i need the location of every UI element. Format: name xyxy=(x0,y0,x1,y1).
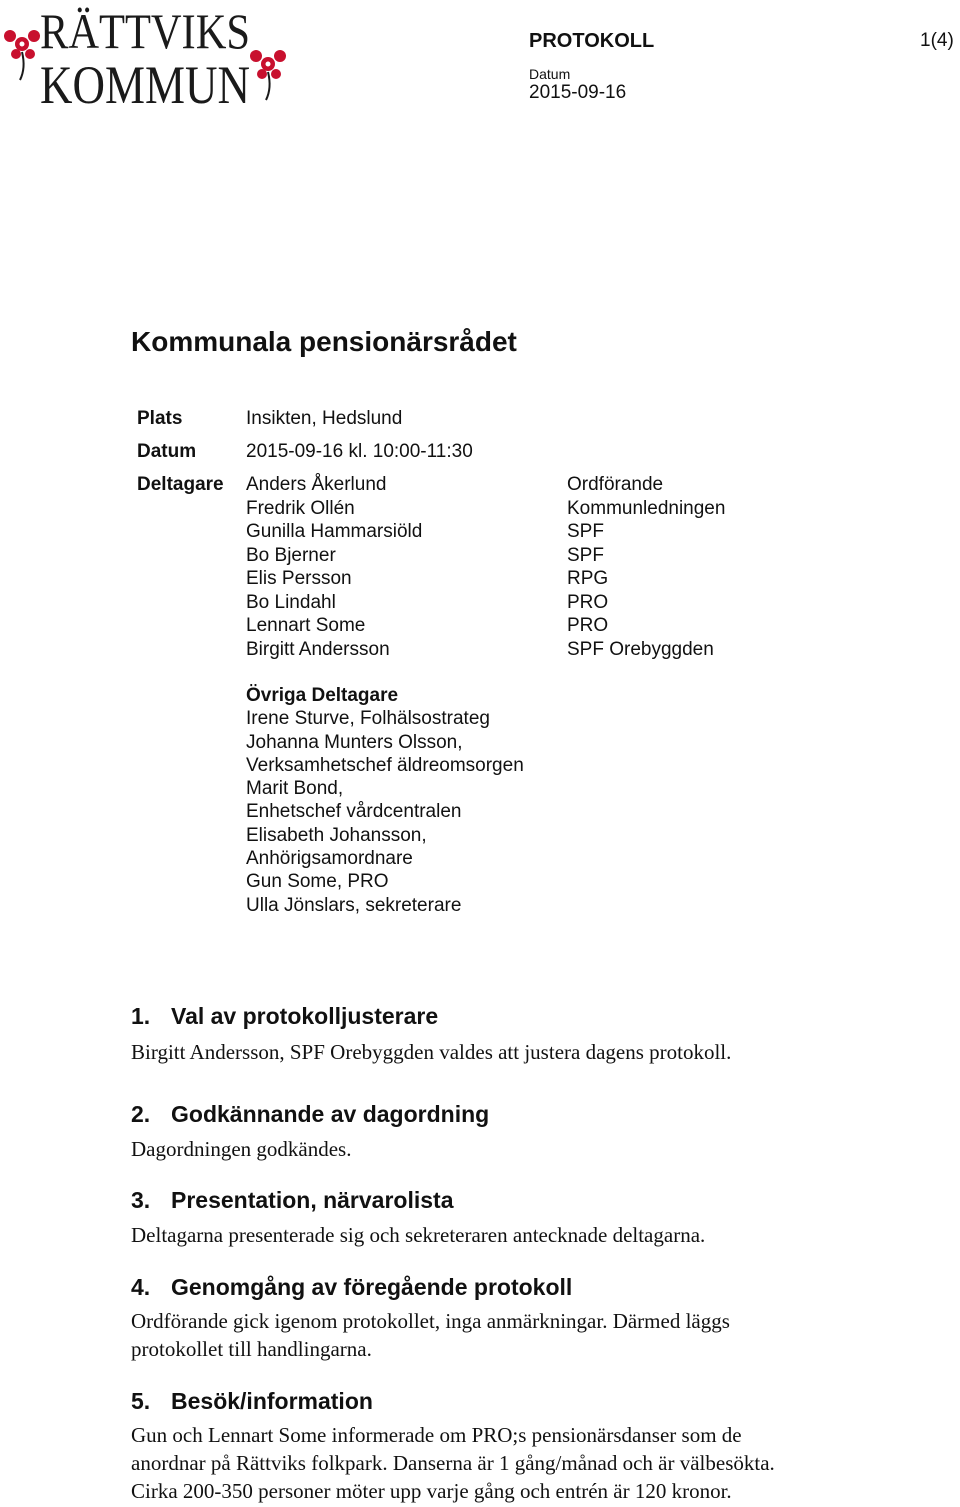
other-participant-line: Verksamhetschef äldreomsorgen xyxy=(246,754,524,776)
section-number: 1. xyxy=(131,1003,151,1029)
other-participant-line: Johanna Munters Olsson, xyxy=(246,731,463,753)
section-body-line: protokollet till handlingarna. xyxy=(131,1337,372,1361)
header-date-label: Datum xyxy=(529,66,571,82)
section-heading xyxy=(131,1388,373,1415)
section-heading xyxy=(131,1187,454,1214)
section-number: 2. xyxy=(131,1101,151,1127)
section-title: Besök/information xyxy=(171,1388,373,1414)
section-body xyxy=(131,1421,921,1505)
participant-row xyxy=(246,473,806,497)
section-title: Val av protokolljusterare xyxy=(171,1003,439,1029)
other-participant-line: Ulla Jönslars, sekreterare xyxy=(246,894,462,916)
participant-name: Elis Persson xyxy=(246,568,352,589)
participant-role: SPF xyxy=(567,521,604,542)
participant-row xyxy=(246,497,806,521)
section-heading xyxy=(131,1003,438,1030)
header-date-value: 2015-09-16 xyxy=(529,82,627,103)
section-title: Presentation, närvarolista xyxy=(171,1187,454,1213)
section-body-line: Dagordningen godkändes. xyxy=(131,1137,352,1161)
participant-name: Bo Bjerner xyxy=(246,544,336,566)
other-participant-line: Marit Bond, xyxy=(246,778,344,800)
section-heading xyxy=(131,1274,572,1301)
other-participant-line: Gun Some, PRO xyxy=(246,871,389,893)
participant-name: Fredrik Ollén xyxy=(246,497,355,519)
flower-icon-right xyxy=(250,50,286,100)
participant-role: SPF xyxy=(567,544,604,566)
other-participants-heading: Övriga Deltagare xyxy=(246,685,399,706)
other-participant-line: Anhörigsamordnare xyxy=(246,848,413,870)
participant-row xyxy=(246,567,806,591)
place-label: Plats xyxy=(137,408,183,429)
logo-text-line1: RÄTTVIKS xyxy=(40,3,250,59)
participant-row xyxy=(246,520,806,544)
date-label: Datum xyxy=(137,441,197,462)
participant-row xyxy=(246,614,806,638)
participant-name: Birgitt Andersson xyxy=(246,638,390,660)
section-body xyxy=(131,1038,921,1066)
participant-role: PRO xyxy=(567,615,609,636)
participants-list xyxy=(246,473,806,661)
participant-name: Anders Åkerlund xyxy=(246,474,387,495)
participant-row xyxy=(246,638,806,662)
section-number: 5. xyxy=(131,1388,151,1414)
rattviks-kommun-logo xyxy=(0,0,290,112)
participant-role: Kommunledningen xyxy=(567,497,726,519)
section-body-line: Ordförande gick igenom protokollet, inga anmärkningar. Därmed läggs xyxy=(131,1309,730,1333)
section-body xyxy=(131,1307,921,1363)
section-body-line: Birgitt Andersson, SPF Orebyggden valdes att justera dagens protokoll. xyxy=(131,1040,732,1064)
participant-name: Bo Lindahl xyxy=(246,591,336,613)
section-body xyxy=(131,1135,921,1163)
section-body-line: anordnar på Rättviks folkpark. Danserna är 1 gång/månad och är välbesökta. xyxy=(131,1451,775,1475)
flower-icon-left xyxy=(4,30,40,80)
other-participant-line: Enhetschef vårdcentralen xyxy=(246,801,462,823)
participant-role: SPF Orebyggden xyxy=(567,638,714,660)
participant-name: Lennart Some xyxy=(246,615,366,636)
section-title: Godkännande av dagordning xyxy=(171,1101,490,1127)
participant-role: PRO xyxy=(567,591,609,613)
date-value: 2015-09-16 kl. 10:00-11:30 xyxy=(246,441,473,462)
page-number: 1(4) xyxy=(920,30,954,51)
other-participants xyxy=(246,684,524,917)
other-participant-line: Elisabeth Johansson, xyxy=(246,824,427,846)
section-body xyxy=(131,1221,921,1249)
participant-row xyxy=(246,591,806,615)
section-title: Genomgång av föregående protokoll xyxy=(171,1274,573,1300)
place-value: Insikten, Hedslund xyxy=(246,408,403,429)
participant-row xyxy=(246,544,806,568)
participant-role: RPG xyxy=(567,568,609,589)
participant-name: Gunilla Hammarsiöld xyxy=(246,521,423,542)
other-participant-line: Irene Sturve, Folhälsostrateg xyxy=(246,708,490,730)
section-body-line: Cirka 200-350 personer möter upp varje gång och entrén är 120 kronor. xyxy=(131,1479,732,1503)
document-type: PROTOKOLL xyxy=(529,30,655,52)
section-number: 4. xyxy=(131,1274,151,1300)
participants-label: Deltagare xyxy=(137,474,224,495)
logo-text-line2: KOMMUN xyxy=(40,55,250,112)
section-body-line: Gun och Lennart Some informerade om PRO;s pensionärsdanser som de xyxy=(131,1423,742,1447)
section-number: 3. xyxy=(131,1187,151,1213)
section-heading xyxy=(131,1101,489,1128)
page-title: Kommunala pensionärsrådet xyxy=(131,326,517,357)
section-body-line: Deltagarna presenterade sig och sekreteraren antecknade deltagarna. xyxy=(131,1223,706,1247)
participant-role: Ordförande xyxy=(567,474,664,495)
